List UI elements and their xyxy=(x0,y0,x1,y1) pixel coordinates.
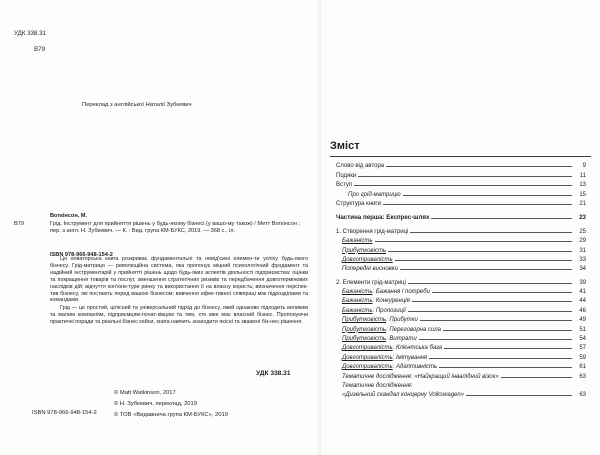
toc-leader-line xyxy=(395,259,572,261)
toc-entry-page: 9 xyxy=(582,163,586,170)
translation-credit: Переклад з англійської Наталії Зубкевич xyxy=(82,102,192,108)
toc-entry-label: Довготривалість: Адаптивність xyxy=(342,364,438,371)
toc-entry xyxy=(336,169,586,178)
copyright-block xyxy=(114,388,228,422)
toc-entry-page: 49 xyxy=(579,317,586,324)
toc-entry-page: 29 xyxy=(579,238,586,245)
udk-code-top: УДК 338.31 xyxy=(14,30,47,37)
toc-entry xyxy=(336,188,586,197)
toc-entry-page: 15 xyxy=(579,191,586,198)
toc-entry-label: Прибутковість: Переговорна сила xyxy=(342,326,442,333)
toc-entry-label: Структура книги xyxy=(336,200,381,207)
toc-entry-label: Частина перша: Експрес-шлях xyxy=(336,214,430,222)
toc-entry-label: 1. Створення грід-матриці xyxy=(336,228,409,235)
toc-entry-page: 51 xyxy=(579,326,586,333)
toc-entry-page: 33 xyxy=(579,256,586,263)
toc-entry-label: Бажаність: Бажання і потреби xyxy=(342,289,430,296)
toc-entry xyxy=(336,235,586,244)
toc-entry-page: 54 xyxy=(579,336,586,343)
toc-entry-page: 23 xyxy=(579,214,586,222)
toc-entry xyxy=(336,323,586,332)
copyright-line: © Н. Зубкевич, переклад, 2019 xyxy=(114,401,197,408)
toc-entry xyxy=(336,380,586,389)
toc-entry-label: Прибутковість: Прибутки xyxy=(342,317,418,324)
toc-leader-line xyxy=(420,319,572,321)
toc-entry xyxy=(336,351,586,360)
toc-entry-label: Бажаність xyxy=(342,238,373,245)
copyright-line: © ТОВ «Видавнича група КМ-БУКС», 2019 xyxy=(114,412,228,419)
toc-title: Зміст xyxy=(330,140,360,152)
toc-entry-page: 39 xyxy=(579,279,586,286)
catalog-author: Воткінсон, М. xyxy=(50,213,88,219)
toc-leader-line xyxy=(408,310,572,312)
toc-entry-page: 63 xyxy=(579,373,586,380)
toc-entry xyxy=(336,286,586,295)
toc-entry-page: 21 xyxy=(579,200,586,207)
toc-leader-line xyxy=(466,394,572,396)
toc-entry xyxy=(336,276,586,285)
toc-entry xyxy=(336,244,586,253)
toc-entry-label: Вступ xyxy=(336,182,353,189)
toc-entry-label: Тематичне дослідження: xyxy=(342,382,413,389)
toc-entry-label: Прибутковість xyxy=(342,247,387,254)
toc-entry-label: Попередні висновки xyxy=(342,266,398,273)
toc-entry-page: 57 xyxy=(579,345,586,352)
annotation-paragraph: Грід — це простий, цілісний та універсальний підхід до бізнесу, який однаково підходить великим та малим компаніям, підприємцям-почат-ківцям та тим, хто вже має власний бізнес. Пропонуючи практичні поради та реальні бізнес кейси, книга навчить знаходити якісні та зважені біз-нес-рішення. xyxy=(50,305,308,326)
toc-entry-page: 11 xyxy=(579,172,586,179)
toc-entry-page: 59 xyxy=(579,354,586,361)
toc-leader-line xyxy=(432,291,572,293)
toc-entry-page: 44 xyxy=(579,298,586,305)
toc-entry-page: 61 xyxy=(579,364,586,371)
toc-leader-line xyxy=(408,282,572,284)
toc-leader-line xyxy=(419,338,572,340)
toc-entry-page: 31 xyxy=(579,247,586,254)
toc-entry-label: Подяки xyxy=(336,172,357,179)
toc-leader-line xyxy=(429,357,572,359)
toc-entry-page: 41 xyxy=(579,289,586,296)
toc-entry xyxy=(336,254,586,263)
catalog-description: Грід. Інструмент для прийняття рішень у будь-якому бізнесі (у вашо-му також) / Метт Воткінсон ; пер. з англ. Н. Зубкевич. — К. : Вид. група КМ-БУКС, 2019. — 368 с., іл. xyxy=(50,221,300,235)
toc-leader-line xyxy=(439,366,572,368)
toc-entry-label: Прибутковість: Витрати xyxy=(342,336,417,343)
catalog-code-top: В79 xyxy=(34,46,46,53)
toc-entry-page: 63 xyxy=(579,392,586,399)
toc-leader-line xyxy=(431,217,572,219)
toc-entry-label: Тематичне дослідження: «Найкращий інвалідний візок» xyxy=(342,373,499,380)
toc-entry-label: Бажаність: Пропозиції xyxy=(342,307,406,314)
toc-entry-label: «Дизельний скандал концерну Volkswagen» xyxy=(342,392,465,399)
page-fold xyxy=(318,0,321,455)
copyright-line: © Matt Watkinson, 2017 xyxy=(114,390,176,396)
toc-entry-label: Довготривалість: Клієнтська база xyxy=(342,345,443,352)
toc-entry xyxy=(336,389,586,398)
toc-entry-label: 2. Елементи грід-матриці xyxy=(336,279,406,286)
toc-entry-page: 25 xyxy=(579,228,586,235)
toc-entry-page: 34 xyxy=(579,266,586,273)
toc-entry xyxy=(336,361,586,370)
toc-entry xyxy=(336,160,586,169)
toc-entry xyxy=(336,179,586,188)
toc-leader-line xyxy=(358,175,572,177)
toc-entry-page: 46 xyxy=(579,307,586,314)
toc-entry-page: 13 xyxy=(579,182,586,189)
toc-entry xyxy=(336,263,586,272)
toc-leader-line xyxy=(400,268,572,270)
toc-leader-line xyxy=(412,300,572,302)
toc-entry xyxy=(336,295,586,304)
toc-leader-line xyxy=(410,231,572,233)
toc-entry xyxy=(336,333,586,342)
toc-entry xyxy=(336,314,586,323)
annotation-paragraph: Ця новаторська книга розкриває фундаментальні та невід'ємні елемен-ти успіху будь-якого бізнесу. Грід-матриця — революційна система, яка пропонує міцний психологічний фундамент та надійний інструментарій у прийнятті рішень щодо будь-яких аспектів діяльності підприємства: оцінки та покращення товарів та послуг, зменшення стратегічних ризиків та передбачення довготермінових наслідків дій; відчуття кон'юнк-тури ринку та використання її на власну користь; визначення перспек-тив бізнесу, які постають перед вашою бізнесом; вивчення ефек-тивної співпраці між підрозділами та командами. xyxy=(50,256,308,304)
book-annotation xyxy=(50,256,308,326)
toc-leader-line xyxy=(375,240,573,242)
isbn-bottom: ISBN 978-966-948-154-2 xyxy=(32,410,97,416)
toc-divider xyxy=(330,156,591,157)
table-of-contents xyxy=(336,160,586,398)
toc-leader-line xyxy=(501,376,572,378)
toc-entry xyxy=(336,370,586,379)
toc-entry-label: Слово від автора xyxy=(336,163,385,170)
toc-leader-line xyxy=(386,165,572,167)
toc-leader-line xyxy=(388,250,572,252)
toc-leader-line xyxy=(443,329,572,331)
catalog-code: В79 xyxy=(14,221,24,227)
toc-entry xyxy=(336,225,586,234)
toc-entry-label: Довготривалість: Імітування xyxy=(342,354,428,361)
toc-entry xyxy=(336,304,586,313)
toc-entry xyxy=(336,212,586,221)
toc-entry xyxy=(336,198,586,207)
toc-entry-label: Бажаність: Конкуренція xyxy=(342,298,410,305)
toc-leader-line xyxy=(444,347,572,349)
toc-leader-line xyxy=(403,194,572,196)
toc-leader-line xyxy=(354,184,572,186)
toc-entry xyxy=(336,342,586,351)
catalog-isbn: ISBN 978-966-948-154-2 xyxy=(50,252,113,258)
toc-leader-line xyxy=(383,203,572,205)
toc-entry-label: Довготривалість xyxy=(342,256,393,263)
udk-code-bottom: УДК 338.31 xyxy=(256,370,291,377)
toc-entry-label: Про грід-матрицю xyxy=(348,191,401,198)
